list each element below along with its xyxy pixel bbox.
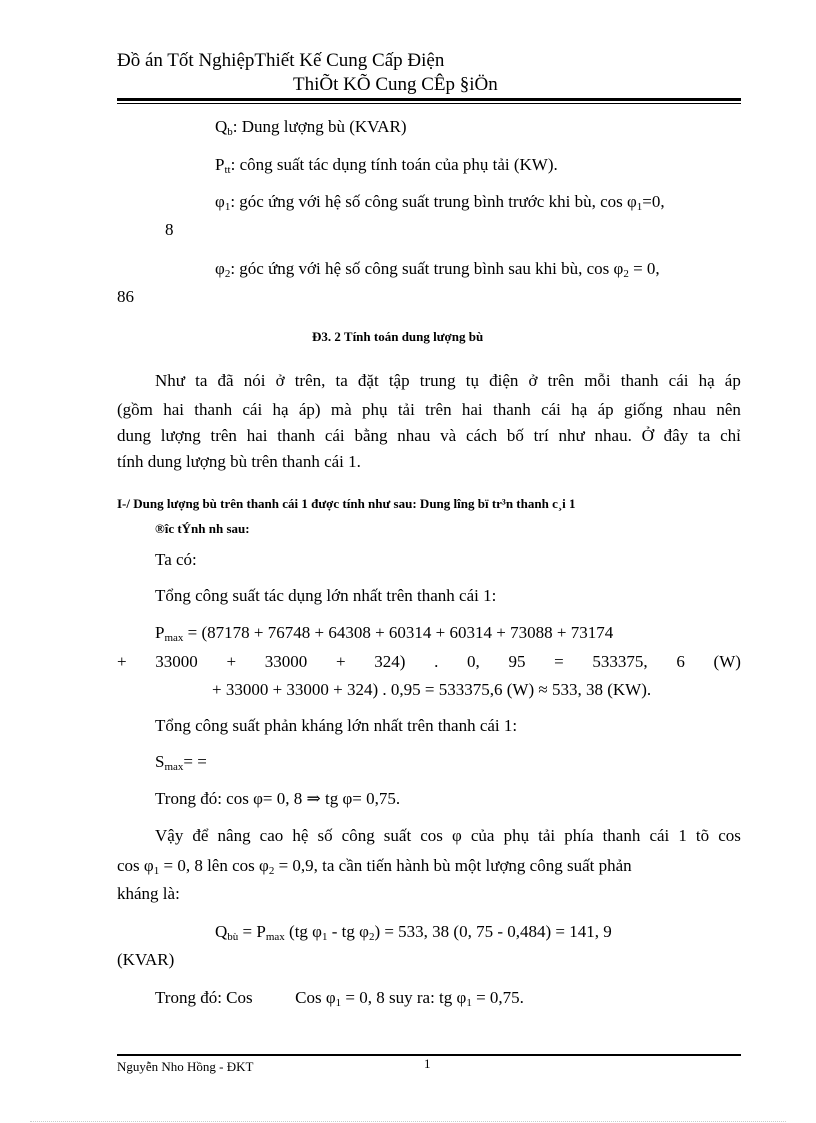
vay-line3: kháng là: (117, 884, 180, 903)
def-qb: $Q_b$: Dung lượng bù (KVAR) (215, 117, 407, 138)
def-ptt: $P_{tt}$: công suất tác dụng tính toán của phụ tải (KW). (215, 155, 558, 176)
def-phi1-cont: 8 (165, 220, 174, 239)
def-phi2-cont: 86 (117, 287, 134, 306)
def-phi2: $\varphi_2$: góc ứng với hệ số công suất trung bình sau khi bù, $\cos \varphi_2 = 0$, (215, 259, 660, 280)
page-number: 1 (424, 1056, 431, 1071)
smax-formula: $S_{max}=$ = (155, 752, 207, 773)
item1-heading-cont: ®îc tÝnh nh sau: (155, 521, 250, 536)
trong-do-1: Trong đó: cos φ= 0, 8 ⇒ tg φ= 0,75. (155, 789, 401, 808)
vay-line1: Vậy để nâng cao hệ số công suất cos φ của phụ tải phía thanh cái 1 tõ cos (155, 826, 741, 845)
pmax-line1: $P_{max} = (87178 + 76748 + 64308 + 60314 + 60314 + 73088 + 73174$ (155, 623, 614, 644)
paragraph-line: Như ta đã nói ở trên, ta đặt tập trung tụ điện ở trên mỗi thanh cái hạ áp (155, 371, 741, 390)
def-phi1: $\varphi_1$: góc ứng với hệ số công suất trung bình trước khi bù, $\cos \varphi_1=0$, (215, 192, 665, 213)
vay-line2: $\cos \varphi_1 = 0$, 8 lên $\cos \varphi_2 = 0,9$, ta cần tiến hành bù một lượng công suất phản (117, 856, 632, 877)
tong-q-label: Tổng công suất phản kháng lớn nhất trên thanh cái 1: (155, 716, 518, 735)
page-edge-divider (30, 1121, 786, 1122)
pmax-line3: + 33000 + 33000 + 324) . 0,95 = 533375,6 (W) ≈ 533, 38 (KW). (212, 680, 652, 699)
trong-do-2: Trong đó: Cos Cos $\varphi_1 = 0$, 8 suy ra: tg $\varphi_1 = 0,75$. (155, 988, 524, 1009)
paragraph-line: tính dung lượng bù trên thanh cái 1. (117, 452, 361, 471)
pmax-line2: + 33000 + 33000 + 324) . 0, 95 = 533375, 6 (W) (117, 652, 741, 671)
paragraph-line: (gồm hai thanh cái hạ áp) mà phụ tải trên hai thanh cái hạ áp giống nhau nên (117, 400, 741, 419)
qbu-unit: (KVAR) (117, 950, 175, 969)
section-title: Đ3. 2 Tính toán dung lượng bù (312, 329, 484, 344)
qbu-formula: $Q_{bù} = P_{max}$ (tg $\varphi_1$ - tg $\varphi_2) = 533$, 38 (0, 75 - 0,484) = 141, 9 (215, 922, 612, 943)
ta-co: Ta có: (155, 550, 197, 569)
header-rule-thin (117, 103, 741, 104)
header-rule-thick (117, 98, 741, 101)
tong-p-label: Tổng công suất tác dụng lớn nhất trên thanh cái 1: (155, 586, 497, 605)
header-title-line1: Đồ án Tốt NghiệpThiết Kế Cung Cấp Điện (117, 50, 445, 71)
paragraph-line: dung lượng trên hai thanh cái bằng nhau và cách bố trí như nhau. Ở đây ta chỉ (117, 426, 741, 445)
item1-heading: I-/ Dung lượng bù trên thanh cái 1 được tính như sau: Dung lîng bï tr³n thanh c¸i 1 (117, 496, 576, 511)
header-title-line2: ThiÕt KÕ Cung CÊp §iÖn (293, 74, 498, 95)
footer-author: Nguyễn Nho Hồng - ĐKT (117, 1059, 254, 1074)
